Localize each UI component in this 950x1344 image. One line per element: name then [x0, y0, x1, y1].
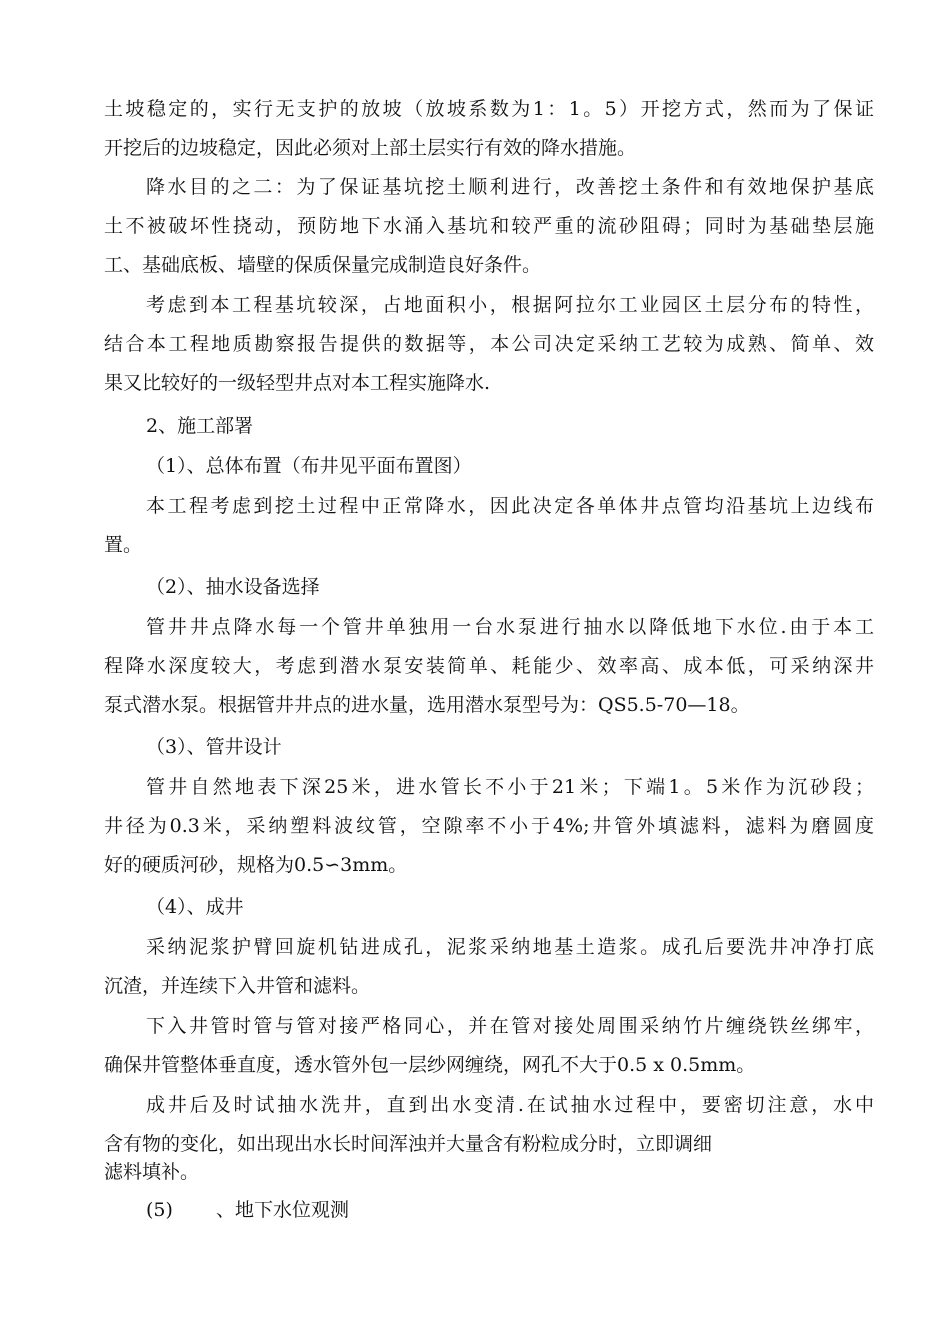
subsection-number: (5)	[146, 1199, 173, 1221]
text-line: 置。	[104, 534, 143, 556]
text-line: 滤料填补。	[104, 1161, 200, 1183]
text-line: 本工程考虑到挖土过程中正常降水，因此决定各单体井点管均沿基坑上边线布	[146, 495, 874, 517]
text-line: 考虑到本工程基坑较深，占地面积小，根据阿拉尔工业园区土层分布的特性，	[146, 294, 874, 316]
subsection-heading: （1）、总体布置（布井见平面布置图）	[146, 455, 472, 477]
text-line: 管井井点降水每一个管井单独用一台水泵进行抽水以降低地下水位.由于本工	[146, 616, 874, 638]
text-line: 采纳泥浆护臂回旋机钻进成孔，泥浆采纳地基土造浆。成孔后要洗井冲净打底	[146, 936, 874, 958]
text-line: 井径为0.3米，采纳塑料波纹管，空隙率不小于4%;井管外填滤料，滤料为磨圆度	[104, 815, 874, 837]
subsection-heading: （2）、抽水设备选择	[146, 576, 320, 598]
text-line: 含有物的变化，如出现出水长时间浑浊并大量含有粉粒成分时，立即调细	[104, 1133, 713, 1155]
text-line: 结合本工程地质勘察报告提供的数据等，本公司决定采纳工艺较为成熟、简单、效	[104, 333, 874, 355]
text-line: 下入井管时管与管对接严格同心，并在管对接处周围采纳竹片缠绕铁丝绑牢，	[146, 1015, 874, 1037]
text-line: 土坡稳定的，实行无支护的放坡（放坡系数为1：1。5）开挖方式，然而为了保证	[104, 98, 874, 120]
subsection-heading: （3）、管井设计	[146, 736, 282, 758]
text-line: 好的硬质河砂，规格为0.5∽3mm。	[104, 854, 408, 876]
text-line: 果又比较好的一级轻型井点对本工程实施降水.	[104, 372, 491, 394]
text-line: 程降水深度较大，考虑到潜水泵安装简单、耗能少、效率高、成本低，可采纳深井	[104, 655, 874, 677]
text-line: 管井自然地表下深25米，进水管长不小于21米；下端1。5米作为沉砂段；	[146, 776, 874, 798]
text-line: 沉渣，并连续下入井管和滤料。	[104, 975, 371, 997]
section-heading: 2、施工部署	[146, 415, 254, 437]
text-line: 泵式潜水泵。根据管井井点的进水量，选用潜水泵型号为：QS5.5-70—18。	[104, 694, 750, 716]
text-line: 降水目的之二：为了保证基坑挖土顺利进行，改善挖土条件和有效地保护基底	[146, 176, 874, 198]
subsection-heading: （4）、成井	[146, 896, 244, 918]
subsection-heading: 、地下水位观测	[216, 1199, 350, 1221]
text-line: 成井后及时试抽水洗井，直到出水变清.在试抽水过程中，要密切注意，水中	[146, 1094, 874, 1116]
text-line: 工、基础底板、墙壁的保质保量完成制造良好条件。	[104, 254, 542, 276]
text-line: 开挖后的边坡稳定，因此必须对上部土层实行有效的降水措施。	[104, 137, 637, 159]
text-line: 确保井管整体垂直度，透水管外包一层纱网缠绕，网孔不大于0.5 x 0.5mm。	[104, 1054, 756, 1076]
text-line: 土不被破坏性挠动，预防地下水涌入基坑和较严重的流砂阻碍；同时为基础垫层施	[104, 215, 874, 237]
